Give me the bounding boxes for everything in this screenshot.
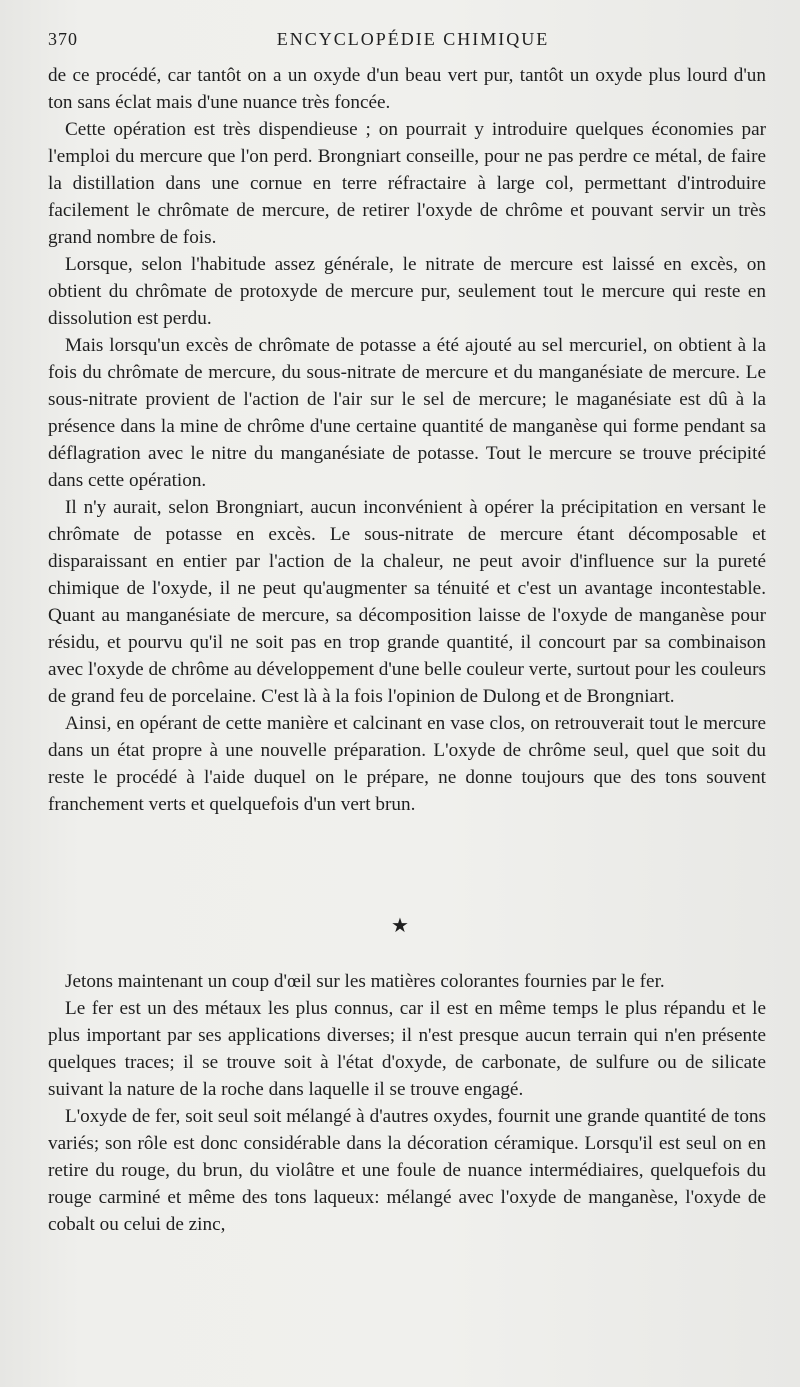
paragraph: Mais lorsqu'un excès de chrômate de potasse a été ajouté au sel mercuriel, on obtient à la fois du chrômate de mercure, du sous-nitrate de mercure et du manganésiate de mercure. Le sous-nitrate provient de l'action de l'air sur le sel de mercure; le maganésiate est dû à la présence dans la mine de chrôme d'une certaine quantité de manganèse qui forme pendant sa déflagration avec le nitre du manganésiate de potasse. Tout le mercure se trouve précipité dans cette opération.	[48, 335, 766, 491]
paragraph: Jetons maintenant un coup d'œil sur les matières colorantes fournies par le fer.	[65, 971, 665, 992]
page-header	[48, 29, 778, 57]
running-title: ENCYCLOPÉDIE CHIMIQUE	[276, 29, 550, 49]
paragraph: Ainsi, en opérant de cette manière et calcinant en vase clos, on retrouverait tout le mercure dans un état propre à une nouvelle préparation. L'oxyde de chrôme seul, quel que soit du reste le procédé à l'aide duquel on le prépare, ne donne toujours que des tons souvent franchement verts et quelquefois d'un vert brun.	[48, 713, 766, 815]
paragraph: L'oxyde de fer, soit seul soit mélangé à d'autres oxydes, fournit une grande quantité de tons variés; son rôle est donc considérable dans la décoration céramique. Lorsqu'il est seul on en retire du rouge, du brun, du violâtre et une foule de nuance intermédiaires, quelquefois du rouge carminé et même des tons laqueux: mélangé avec l'oxyde de manganèse, l'oxyde de cobalt ou celui de zinc,	[48, 1106, 766, 1235]
paragraph: Lorsque, selon l'habitude assez générale, le nitrate de mercure est laissé en excès, on obtient du chrômate de protoxyde de mercure pur, seulement tout le mercure qui reste en dissolution est perdu.	[48, 254, 766, 329]
page-number: 370	[48, 29, 78, 49]
section-separator-star: ★	[391, 913, 409, 937]
paragraph: Le fer est un des métaux les plus connus, car il est en même temps le plus répandu et le plus important par ses applications diverses; il n'est presque aucun terrain qui n'en présente quelques traces; il se trouve soit à l'état d'oxyde, de carbonate, de sulfure ou de silicate suivant la nature de la roche dans laquelle il se trouve engagé.	[48, 998, 766, 1100]
paragraph: Cette opération est très dispendieuse ; on pourrait y introduire quelques économies par l'emploi du mercure que l'on perd. Brongniart conseille, pour ne pas perdre ce métal, de faire la distillation dans une cornue en terre réfractaire à large col, permettant d'introduire facilement le chrômate de mercure, de retirer l'oxyde de chrôme et pouvant servir un très grand nombre de fois.	[48, 119, 766, 248]
paragraph: Il n'y aurait, selon Brongniart, aucun inconvénient à opérer la précipitation en versant le chrômate de potasse en excès. Le sous-nitrate de mercure étant décomposable et disparaissant en entier par l'action de la chaleur, ne peut avoir d'influence sur la pureté chimique de l'oxyde, il ne peut qu'augmenter sa ténuité et c'est un avantage incontestable. Quant au manganésiate de mercure, sa décomposition laisse de l'oxyde de manganèse pour résidu, et pourvu qu'il ne soit pas en trop grande quantité, il concourt par sa combinaison avec l'oxyde de chrôme au développement d'une belle couleur verte, surtout pour les couleurs de grand feu de porcelaine. C'est là à la fois l'opinion de Dulong et de Brongniart.	[48, 497, 766, 707]
paragraph: de ce procédé, car tantôt on a un oxyde d'un beau vert pur, tantôt un oxyde plus lourd d'un ton sans éclat mais d'une nuance très foncée.	[48, 65, 766, 113]
body-text-section-1	[48, 62, 766, 818]
body-text-section-2	[48, 968, 766, 1238]
